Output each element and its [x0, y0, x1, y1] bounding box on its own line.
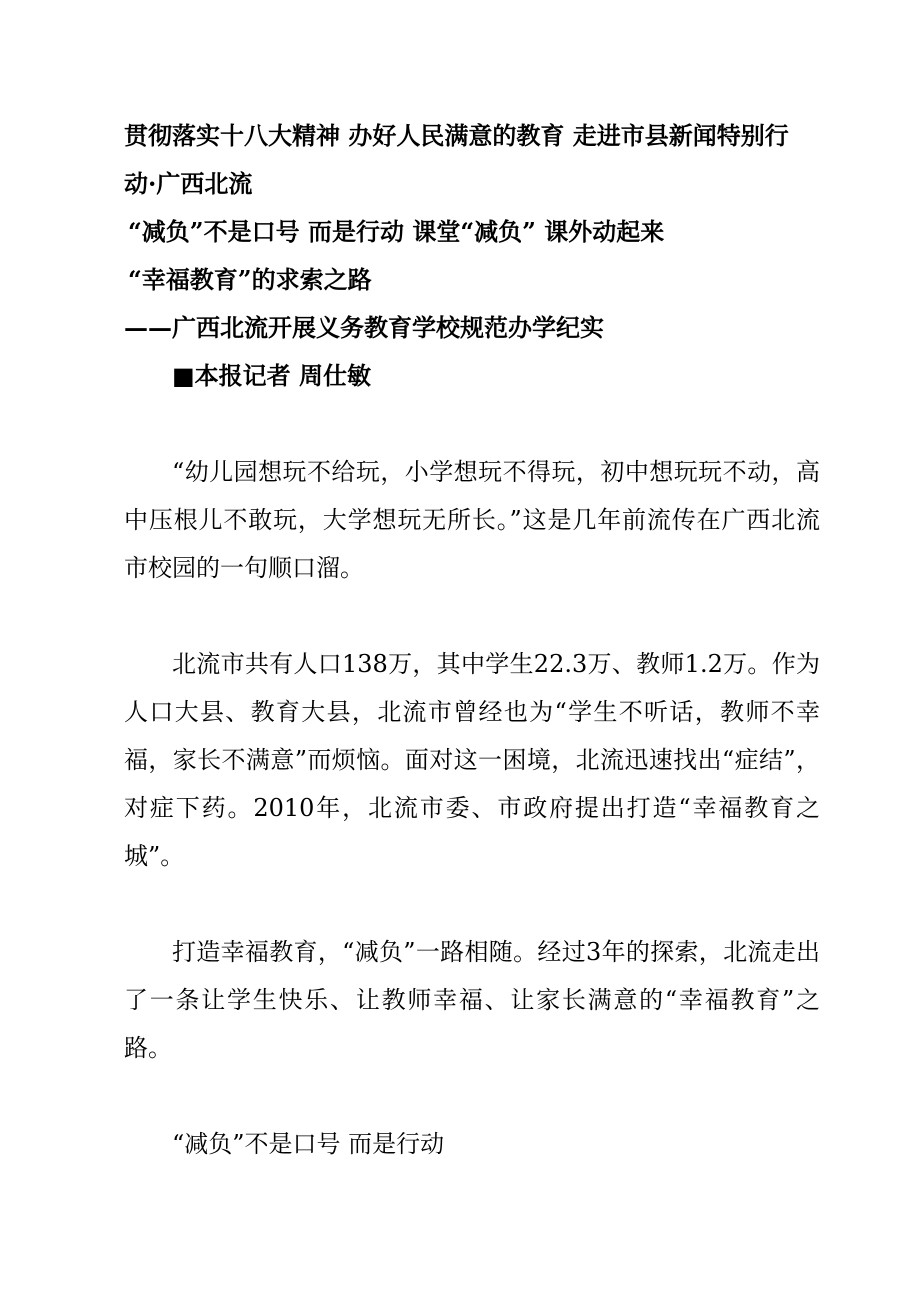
- paragraph-3: 打造幸福教育，“减负”一路相随。经过3年的探索，北流走出了一条让学生快乐、让教师幸福、让家长满意的“幸福教育”之路。: [124, 938, 820, 1062]
- main-title: “幸福教育”的求索之路: [128, 265, 372, 294]
- title-line-1: 贯彻落实十八大精神 办好人民满意的教育 走进市县新闻特别行: [124, 121, 789, 150]
- paragraph-2: 北流市共有人口138万，其中学生22.3万、教师1.2万。作为人口大县、教育大县，北流市曾经也为“学生不听话，教师不幸福，家长不满意”而烦恼。面对这一困境，北流迅速找出“症结”，对症下药。2010年，北流市委、市政府提出打造“幸福教育之城”。: [124, 650, 820, 870]
- paragraph-1: “幼儿园想玩不给玩，小学想玩不得玩，初中想玩玩不动，高中压根儿不敢玩，大学想玩无所长。”这是几年前流传在广西北流市校园的一句顺口溜。: [124, 458, 820, 582]
- sub-heading: ——广西北流开展义务教育学校规范办学纪实: [124, 313, 604, 342]
- subtitle: “减负”不是口号 而是行动 课堂“减负” 课外动起来: [128, 217, 665, 246]
- byline: ■本报记者 周仕敏: [172, 361, 372, 390]
- section-heading: “减负”不是口号 而是行动: [172, 1130, 445, 1158]
- title-line-2: 动·广西北流: [124, 169, 253, 198]
